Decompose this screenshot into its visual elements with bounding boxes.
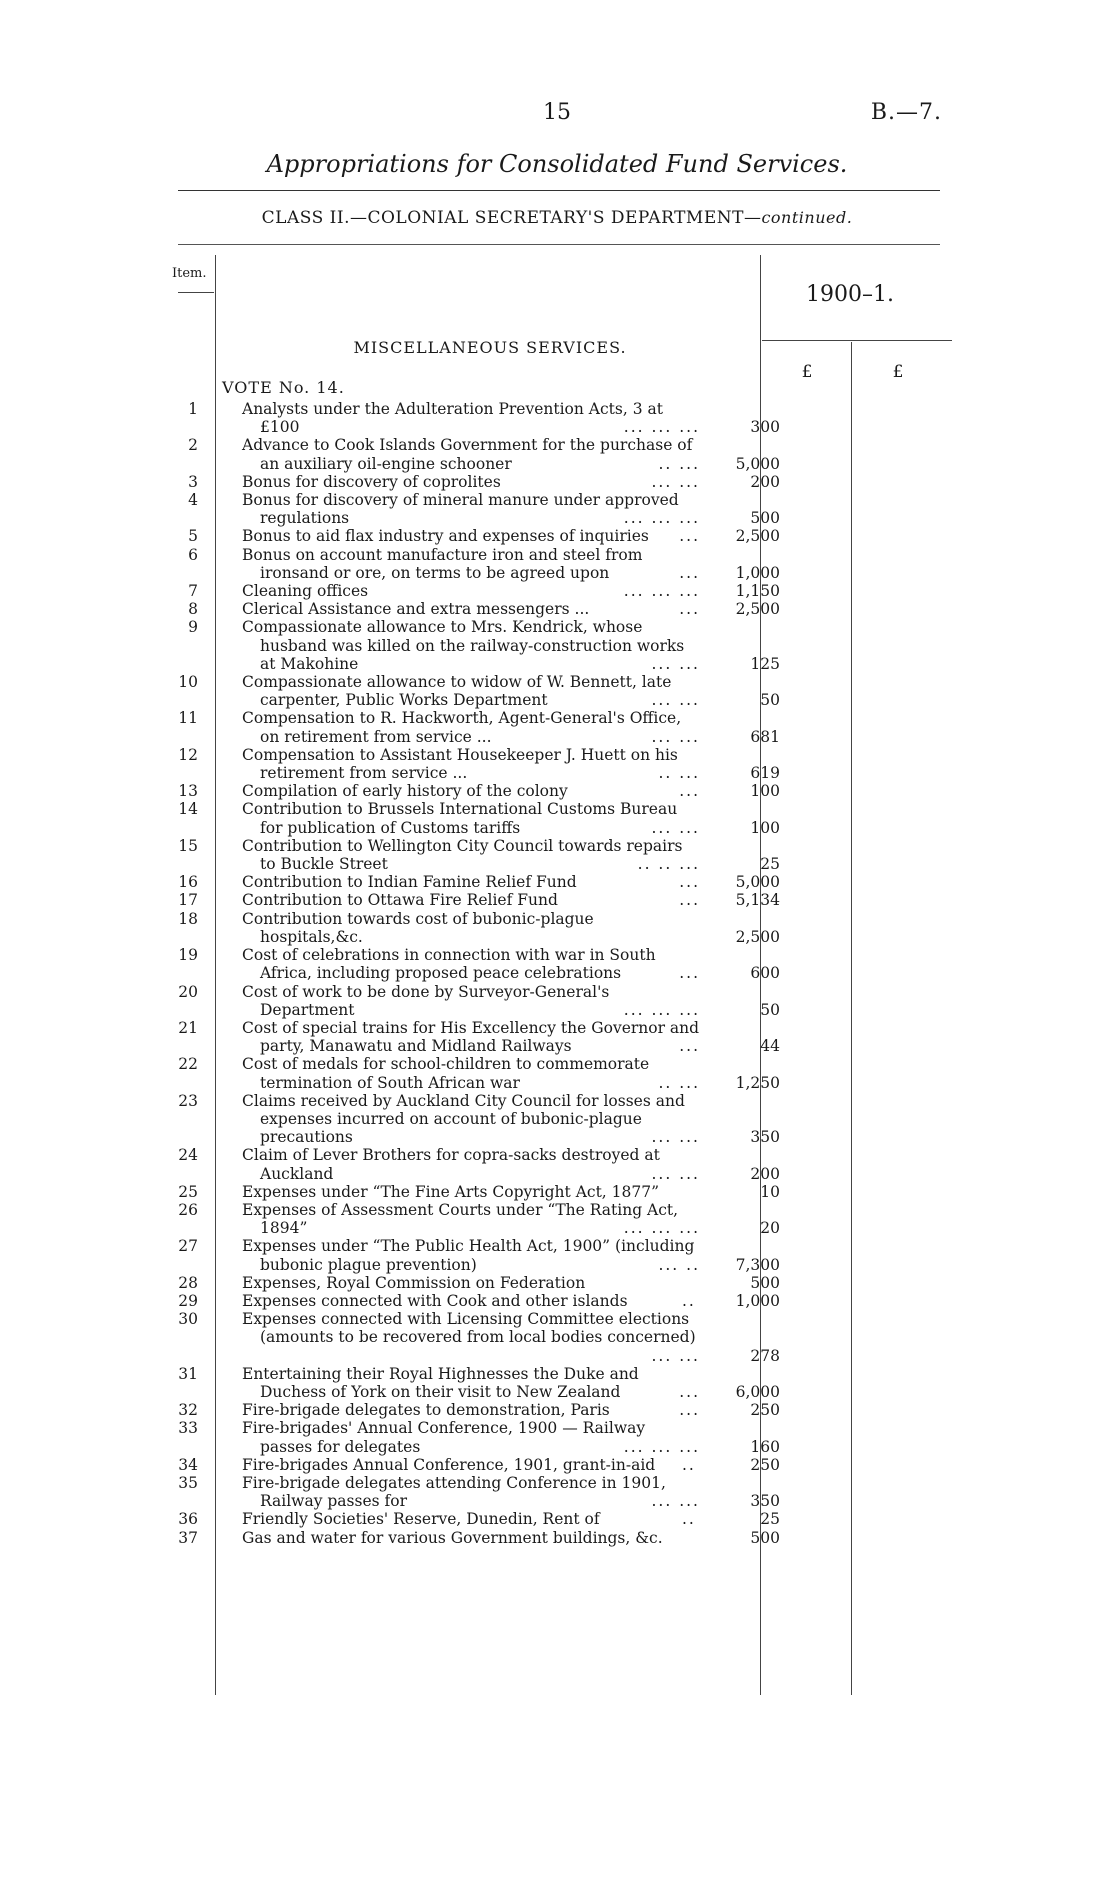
item-description: Expenses connected with Cook and other islands ..: [242, 1291, 696, 1310]
item-amount: 681: [750, 727, 780, 746]
item-number: 18: [178, 909, 198, 928]
item-number: 2: [188, 436, 198, 455]
table-row: [0, 1419, 1114, 1455]
pound-symbol-first-column: £: [801, 362, 813, 382]
table-row: [0, 1183, 1114, 1201]
table-row: [0, 582, 1114, 600]
item-amount: 1,000: [735, 563, 780, 582]
item-number: 5: [188, 527, 198, 546]
item-description: Entertaining their Royal Highnesses the Duke and Duchess of York on their visit to New Zealand ...: [242, 1364, 700, 1401]
table-row: [0, 1055, 1114, 1091]
item-description: Compassionate allowance to Mrs. Kendrick, whose husband was killed on the railway-construction works at Makohine ... ...: [242, 618, 700, 673]
table-row: [0, 1201, 1114, 1237]
item-description: Compilation of early history of the colony ...: [242, 782, 700, 801]
item-number: 21: [178, 1018, 198, 1037]
item-description: Compensation to Assistant Housekeeper J. Huett on his retirement from service ... .. ...: [242, 745, 700, 783]
item-amount: 500: [750, 509, 780, 528]
item-amount: 500: [750, 1273, 780, 1292]
table-row: [0, 782, 1114, 800]
table-row: [0, 746, 1114, 782]
item-description: Expenses connected with Licensing Committee elections (amounts to be recovered from local bodies concerned) ... ...: [242, 1310, 700, 1365]
item-number: 27: [178, 1237, 198, 1256]
class-title: [0, 208, 1114, 228]
item-header-rule: [178, 292, 214, 293]
item-description: Advance to Cook Islands Government for the purchase of an auxiliary oil-engine schooner .. ...: [242, 436, 700, 473]
item-description: Contribution towards cost of bubonic-plague hospitals,&c.: [242, 909, 594, 946]
item-number: 32: [178, 1401, 198, 1420]
item-number: 22: [178, 1055, 198, 1074]
item-description: Fire-brigade delegates attending Conference in 1901, Railway passes for ... ...: [242, 1473, 700, 1511]
item-description: Expenses, Royal Commission on Federation: [242, 1273, 586, 1292]
item-number: 30: [178, 1310, 198, 1329]
item-number: 15: [178, 836, 198, 855]
table-row: [0, 600, 1114, 618]
item-amount: 25: [760, 1510, 780, 1529]
table-row: [0, 800, 1114, 836]
item-amount: 350: [750, 1492, 780, 1511]
item-amount: 20: [760, 1219, 780, 1238]
item-amount: 125: [750, 654, 780, 673]
item-number: 26: [178, 1200, 198, 1219]
item-amount: 500: [750, 1528, 780, 1547]
section-title: MISCELLANEOUS SERVICES.: [353, 338, 627, 357]
item-amount: 350: [750, 1128, 780, 1147]
item-description: Clerical Assistance and extra messengers ... ...: [242, 600, 700, 619]
table-row: [0, 891, 1114, 909]
item-description: Bonus on account manufacture iron and steel from ironsand or ore, on terms to be agreed upon ...: [242, 545, 700, 582]
pound-symbol-second-column: £: [892, 362, 904, 382]
item-number: 16: [178, 873, 198, 892]
item-amount: 250: [750, 1401, 780, 1420]
item-number: 8: [188, 600, 198, 619]
item-description: Cost of work to be done by Surveyor-General's Department ... ... ...: [242, 982, 700, 1019]
item-description: Cost of celebrations in connection with war in South Africa, including proposed peace celebrations ...: [242, 946, 700, 983]
table-row: [0, 1237, 1114, 1273]
item-amount: 7,300: [735, 1255, 780, 1274]
item-description: Contribution to Wellington City Council towards repairs to Buckle Street .. .. ...: [242, 836, 700, 874]
item-number: 23: [178, 1091, 198, 1110]
table-row: [0, 1274, 1114, 1292]
item-amount: 100: [750, 818, 780, 837]
item-description: Fire-brigades Annual Conference, 1901, grant-in-aid ..: [242, 1455, 696, 1474]
heading-rule: [178, 190, 940, 191]
table-row: [0, 709, 1114, 745]
item-number: 4: [188, 491, 198, 510]
item-amount: 5,000: [735, 873, 780, 892]
item-description: Friendly Societies' Reserve, Dunedin, Rent of ..: [242, 1510, 696, 1529]
class-rule: [178, 244, 940, 245]
item-amount: 2,500: [735, 927, 780, 946]
item-amount: 100: [750, 782, 780, 801]
item-amount: 1,000: [735, 1291, 780, 1310]
item-amount: 6,000: [735, 1382, 780, 1401]
item-description: Claims received by Auckland City Council for losses and expenses incurred on account of bubonic-plague precautions ... ...: [242, 1091, 700, 1147]
item-description: Fire-brigades' Annual Conference, 1900 — Railway passes for delegates ... ... ...: [242, 1419, 700, 1456]
item-description: Contribution to Indian Famine Relief Fund ...: [242, 873, 700, 892]
year-header-rule: [762, 340, 952, 341]
item-amount: 200: [750, 1164, 780, 1183]
item-number: 28: [178, 1273, 198, 1292]
item-amount: 160: [750, 1437, 780, 1456]
class-title-suffix: continued.: [761, 208, 853, 227]
table-row: [0, 1146, 1114, 1182]
table-row: [0, 1510, 1114, 1528]
item-description: Cost of special trains for His Excellency the Governor and party, Manawatu and Midland Railways ...: [242, 1018, 700, 1056]
item-number: 31: [178, 1364, 198, 1383]
item-amount: 44: [760, 1037, 780, 1056]
item-description: Bonus for discovery of mineral manure under approved regulations ... ... ...: [242, 491, 700, 528]
page-number: 15: [543, 100, 571, 125]
item-description: Gas and water for various Government buildings, &c.: [242, 1528, 663, 1547]
item-description: Compassionate allowance to widow of W. Bennett, late carpenter, Public Works Department ... ...: [242, 673, 700, 710]
item-number: 17: [178, 891, 198, 910]
item-number: 3: [188, 472, 198, 491]
item-amount: 1,150: [735, 582, 780, 601]
table-row: [0, 1019, 1114, 1055]
item-description: Expenses of Assessment Courts under “The Rating Act, 1894” ... ... ...: [242, 1200, 700, 1238]
item-column-header: Item.: [172, 266, 207, 281]
item-number: 12: [178, 745, 198, 764]
item-number: 20: [178, 982, 198, 1001]
item-amount: 600: [750, 964, 780, 983]
item-amount: 619: [750, 764, 780, 783]
paper-code: B.—7.: [870, 100, 942, 125]
item-description: Expenses under “The Public Health Act, 1900” (including bubonic plague prevention) ... ..: [242, 1237, 700, 1274]
item-number: 7: [188, 582, 198, 601]
item-description: Bonus for discovery of coprolites ... ...: [242, 472, 700, 491]
item-number: 24: [178, 1146, 198, 1165]
item-number: 33: [178, 1419, 198, 1438]
item-number: 9: [188, 618, 198, 637]
table-row: [0, 1292, 1114, 1310]
table-row: [0, 983, 1114, 1019]
class-title-text: CLASS II.—COLONIAL SECRETARY'S DEPARTMENT—: [261, 208, 762, 228]
item-amount: 250: [750, 1455, 780, 1474]
table-row: [0, 837, 1114, 873]
table-row: [0, 673, 1114, 709]
item-description: Bonus to aid flax industry and expenses of inquiries ...: [242, 527, 700, 546]
item-description: Fire-brigade delegates to demonstration, Paris ...: [242, 1401, 700, 1420]
item-number: 10: [178, 673, 198, 692]
item-number: 14: [178, 800, 198, 819]
item-description: Cost of medals for school-children to commemorate termination of South African war .. ...: [242, 1055, 700, 1092]
table-row: [0, 1456, 1114, 1474]
item-number: 1: [188, 400, 198, 418]
item-number: 13: [178, 782, 198, 801]
item-amount: 5,134: [735, 891, 780, 910]
table-row: [0, 436, 1114, 472]
table-row: [0, 546, 1114, 582]
item-number: 6: [188, 545, 198, 564]
item-number: 25: [178, 1182, 198, 1201]
table-row: [0, 1529, 1114, 1547]
table-row: [0, 1474, 1114, 1510]
item-amount: 2,500: [735, 527, 780, 546]
item-description: Contribution to Brussels International Customs Bureau for publication of Customs tariffs ... ...: [242, 800, 700, 837]
item-amount: 2,500: [735, 600, 780, 619]
item-amount: 5,000: [735, 454, 780, 473]
table-row: [0, 400, 1114, 436]
table-row: [0, 527, 1114, 545]
item-number: 35: [178, 1473, 198, 1492]
vote-label: VOTE No. 14.: [222, 378, 345, 397]
item-number: 34: [178, 1455, 198, 1474]
item-description: Expenses under “The Fine Arts Copyright Act, 1877”: [242, 1182, 660, 1201]
item-amount: 50: [760, 1000, 780, 1019]
appropriation-items-list: [0, 400, 1114, 1547]
item-description: Compensation to R. Hackworth, Agent-General's Office, on retirement from service ... ... ...: [242, 709, 700, 746]
table-row: [0, 946, 1114, 982]
item-amount: 25: [760, 855, 780, 874]
table-row: [0, 1401, 1114, 1419]
item-amount: 200: [750, 472, 780, 491]
item-number: 36: [178, 1510, 198, 1529]
item-description: Contribution to Ottawa Fire Relief Fund ...: [242, 891, 700, 910]
item-amount: 50: [760, 691, 780, 710]
item-amount: 10: [760, 1182, 780, 1201]
table-row: [0, 910, 1114, 946]
table-row: [0, 618, 1114, 673]
item-number: 29: [178, 1291, 198, 1310]
table-row: [0, 1365, 1114, 1401]
table-row: [0, 873, 1114, 891]
table-row: [0, 1310, 1114, 1365]
item-number: 11: [178, 709, 198, 728]
page-heading: Appropriations for Consolidated Fund Services.: [266, 150, 848, 178]
item-description: Cleaning offices ... ... ...: [242, 582, 700, 601]
item-description: Claim of Lever Brothers for copra-sacks destroyed at Auckland ... ...: [242, 1146, 700, 1183]
table-row: [0, 473, 1114, 491]
item-amount: 278: [750, 1346, 780, 1365]
year-column-header: 1900–1.: [806, 282, 894, 307]
item-number: 19: [178, 946, 198, 965]
table-row: [0, 491, 1114, 527]
item-amount: 1,250: [735, 1073, 780, 1092]
item-description: Analysts under the Adulteration Prevention Acts, 3 at £100 ... ... ...: [242, 400, 700, 437]
item-amount: 300: [750, 418, 780, 437]
item-number: 37: [178, 1528, 198, 1547]
table-row: [0, 1092, 1114, 1147]
